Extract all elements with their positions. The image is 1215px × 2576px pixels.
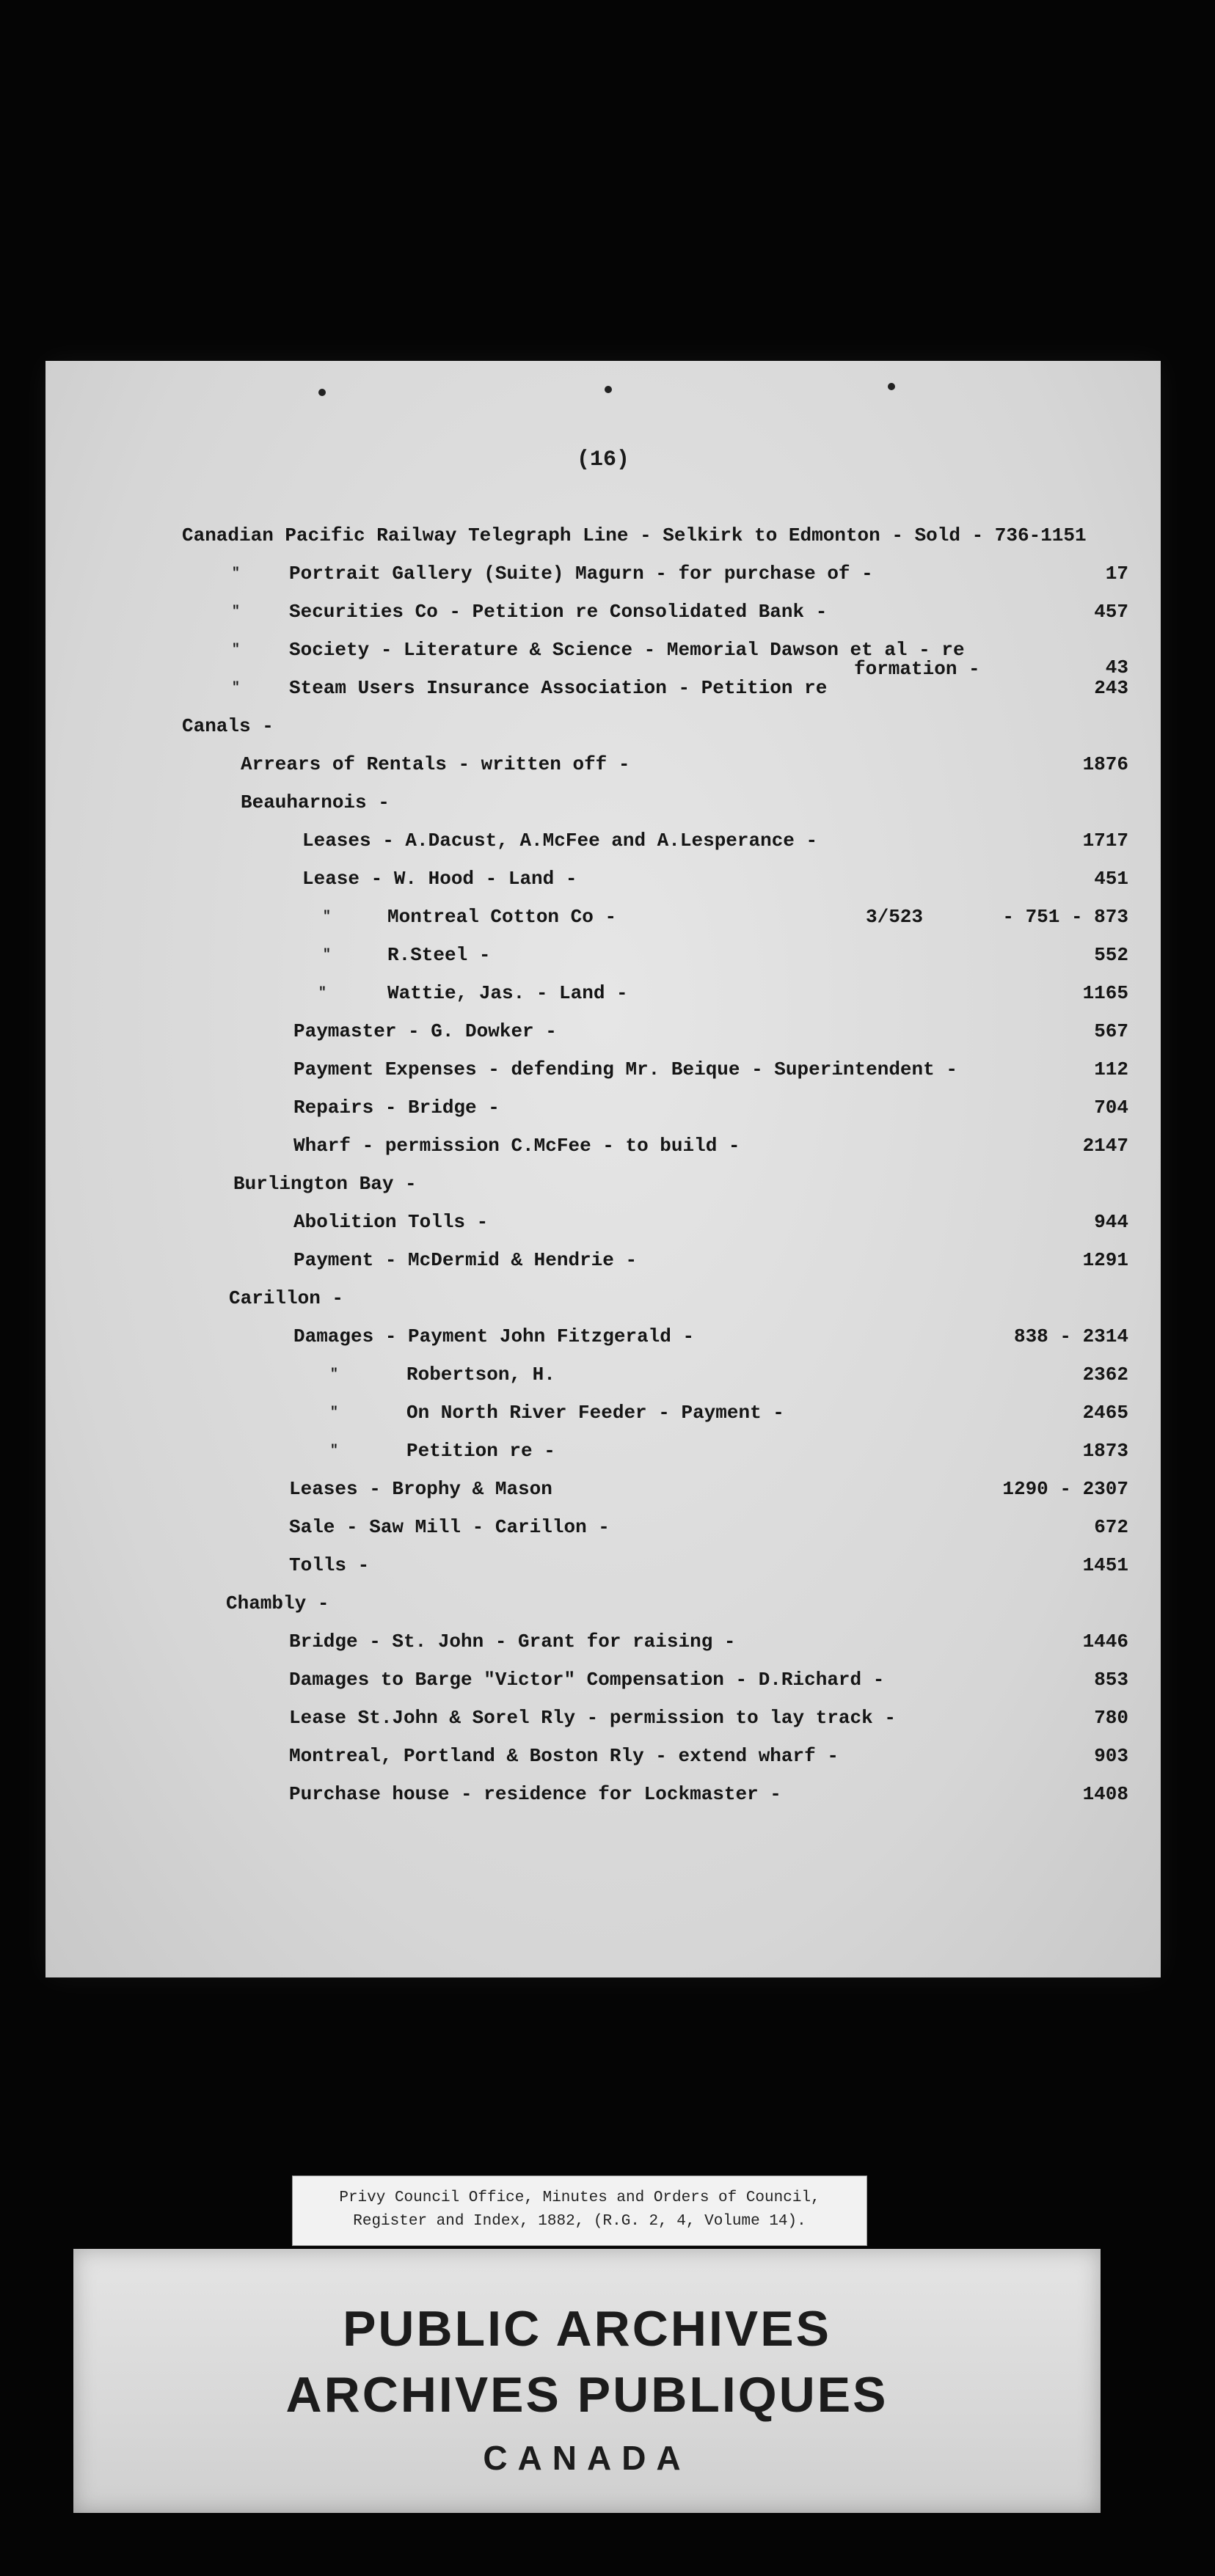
- entry-text: Burlington Bay -: [233, 1173, 417, 1195]
- subsection-heading: [182, 788, 1128, 817]
- punch-hole: [605, 386, 612, 393]
- entry-row: [182, 1741, 1128, 1771]
- entry-number: 1451: [1082, 1554, 1128, 1576]
- entry-row: [182, 1665, 1128, 1694]
- entry-number: 1717: [1082, 830, 1128, 852]
- entry-number: - 751 - 873: [1002, 906, 1128, 928]
- entry-text: Abolition Tolls -: [293, 1211, 489, 1233]
- entry-text: Bridge - St. John - Grant for raising -: [289, 1631, 736, 1653]
- subsection-heading: [182, 1589, 1128, 1618]
- entry-text: On North River Feeder - Payment -: [406, 1402, 784, 1424]
- ditto-mark: ": [323, 910, 331, 924]
- entry-number: 457: [1094, 601, 1128, 623]
- entry-number: 17: [1105, 563, 1128, 585]
- entry-number: 1165: [1082, 982, 1128, 1004]
- ditto-mark: ": [232, 604, 240, 619]
- entry-number: 1876: [1082, 753, 1128, 775]
- entry-text: Carillon -: [229, 1287, 344, 1309]
- entry-number: 704: [1094, 1097, 1128, 1119]
- entry-row: [182, 864, 1128, 893]
- entry-text: Tolls -: [289, 1554, 370, 1576]
- stamp-line-country: CANADA: [483, 2439, 691, 2477]
- page-number: (16): [576, 447, 630, 472]
- caption-line: Privy Council Office, Minutes and Orders of Council,: [339, 2189, 820, 2206]
- ditto-mark: ": [232, 643, 240, 657]
- entry-text: Steam Users Insurance Association - Petition re: [289, 677, 828, 699]
- entry-row: [182, 1436, 1128, 1466]
- entry-row: [182, 940, 1128, 970]
- entry-text: Lease - W. Hood - Land -: [302, 868, 577, 890]
- entry-number: 780: [1094, 1707, 1128, 1729]
- document-page: [45, 361, 1161, 1977]
- entry-text: Canadian Pacific Railway Telegraph Line - Selkirk to Edmonton - Sold - 736-1151: [182, 524, 1087, 546]
- section-heading: [182, 711, 1128, 741]
- entry-text: Arrears of Rentals - written off -: [241, 753, 630, 775]
- ditto-mark: ": [330, 1443, 338, 1458]
- entry-text: formation -: [854, 658, 980, 680]
- entry-row: [182, 1627, 1128, 1656]
- entry-text: Payment - McDermid & Hendrie -: [293, 1249, 638, 1271]
- stamp-line-english: PUBLIC ARCHIVES: [343, 2301, 831, 2357]
- caption-line: Register and Index, 1882, (R.G. 2, 4, Volume 14).: [353, 2213, 806, 2230]
- entry-number: 1446: [1082, 1631, 1128, 1653]
- entry-row: [182, 1703, 1128, 1732]
- entry-number: 1873: [1082, 1440, 1128, 1462]
- entry-text: Sale - Saw Mill - Carillon -: [289, 1516, 610, 1538]
- entry-row: [182, 978, 1128, 1008]
- entry-number: 838 - 2314: [1013, 1325, 1128, 1347]
- entry-text: Paymaster - G. Dowker -: [293, 1020, 557, 1042]
- entry-number: 2465: [1082, 1402, 1128, 1424]
- entry-row: [182, 1017, 1128, 1046]
- subsection-heading: [182, 1169, 1128, 1199]
- entry-number: 243: [1094, 677, 1128, 699]
- subsection-heading: [182, 1284, 1128, 1313]
- punch-hole: [318, 389, 326, 396]
- entry-row: [182, 1779, 1128, 1809]
- entry-row: [182, 1398, 1128, 1427]
- entry-row: [182, 826, 1128, 855]
- entry-row: [182, 1093, 1128, 1122]
- entry-row: [182, 750, 1128, 779]
- entry-row: [182, 1207, 1128, 1237]
- ditto-mark: ": [330, 1367, 338, 1382]
- entry-text: Lease St.John & Sorel Rly - permission to lay track -: [289, 1707, 896, 1729]
- entry-row: [182, 1512, 1128, 1542]
- ditto-mark: ": [232, 566, 240, 581]
- entry-text: Securities Co - Petition re Consolidated Bank -: [289, 601, 828, 623]
- entry-row: [182, 597, 1128, 626]
- entry-ref: 3/523: [866, 906, 924, 928]
- source-caption: [292, 2176, 867, 2246]
- entry-text: Damages - Payment John Fitzgerald -: [293, 1325, 695, 1347]
- ditto-mark: ": [232, 681, 240, 695]
- entry-text: Montreal Cotton Co -: [387, 906, 617, 928]
- entry-text: Wattie, Jas. - Land -: [387, 982, 628, 1004]
- entry-row: [182, 521, 1128, 550]
- entry-number: 2362: [1082, 1364, 1128, 1386]
- entry-number: 43: [1105, 656, 1128, 678]
- entry-text: Portrait Gallery (Suite) Magurn - for purchase of -: [289, 563, 873, 585]
- entry-number: 903: [1094, 1745, 1128, 1767]
- entry-text: Wharf - permission C.McFee - to build -: [293, 1135, 740, 1157]
- entry-row: [182, 559, 1128, 588]
- entry-number: 567: [1094, 1020, 1128, 1042]
- entry-text: Beauharnois -: [241, 791, 390, 813]
- entry-number: 672: [1094, 1516, 1128, 1538]
- entry-row: [182, 1245, 1128, 1275]
- entry-text: Chambly -: [226, 1592, 329, 1614]
- entry-row: [182, 1551, 1128, 1580]
- entry-number: 1291: [1082, 1249, 1128, 1271]
- entry-row: [182, 902, 1128, 932]
- entry-row: [182, 1322, 1128, 1351]
- entry-text: R.Steel -: [387, 944, 491, 966]
- entry-text: Purchase house - residence for Lockmaster -: [289, 1783, 781, 1805]
- entry-number: 944: [1094, 1211, 1128, 1233]
- entry-row: [182, 1360, 1128, 1389]
- archives-stamp: [73, 2249, 1101, 2513]
- entry-text: Robertson, H.: [406, 1364, 555, 1386]
- entry-number: 451: [1094, 868, 1128, 890]
- entry-text: Payment Expenses - defending Mr. Beique - Superintendent -: [293, 1058, 957, 1080]
- entry-number: 552: [1094, 944, 1128, 966]
- entry-number: 2147: [1082, 1135, 1128, 1157]
- entry-row: [182, 1474, 1128, 1504]
- entry-text: Damages to Barge "Victor" Compensation - D.Richard -: [289, 1669, 885, 1691]
- entry-text: Petition re -: [406, 1440, 555, 1462]
- ditto-mark: ": [323, 948, 331, 962]
- entry-row: [182, 673, 1128, 703]
- entry-text: Repairs - Bridge -: [293, 1097, 500, 1119]
- entry-text: Leases - Brophy & Mason: [289, 1478, 552, 1500]
- entry-text: Canals -: [182, 715, 274, 737]
- entry-text: Montreal, Portland & Boston Rly - extend wharf -: [289, 1745, 839, 1767]
- entry-number: 1408: [1082, 1783, 1128, 1805]
- entry-number: 1290 - 2307: [1002, 1478, 1128, 1500]
- ditto-mark: ": [318, 986, 326, 1000]
- stamp-line-french: ARCHIVES PUBLIQUES: [285, 2367, 889, 2423]
- ditto-mark: ": [330, 1405, 338, 1420]
- entry-text: Leases - A.Dacust, A.McFee and A.Lesperance -: [302, 830, 818, 852]
- entry-number: 853: [1094, 1669, 1128, 1691]
- entry-row: [182, 1055, 1128, 1084]
- punch-hole: [888, 383, 895, 390]
- entry-row: [182, 1131, 1128, 1160]
- entry-text: Society - Literature & Science - Memorial Dawson et al - re: [289, 639, 965, 661]
- entry-number: 112: [1094, 1058, 1128, 1080]
